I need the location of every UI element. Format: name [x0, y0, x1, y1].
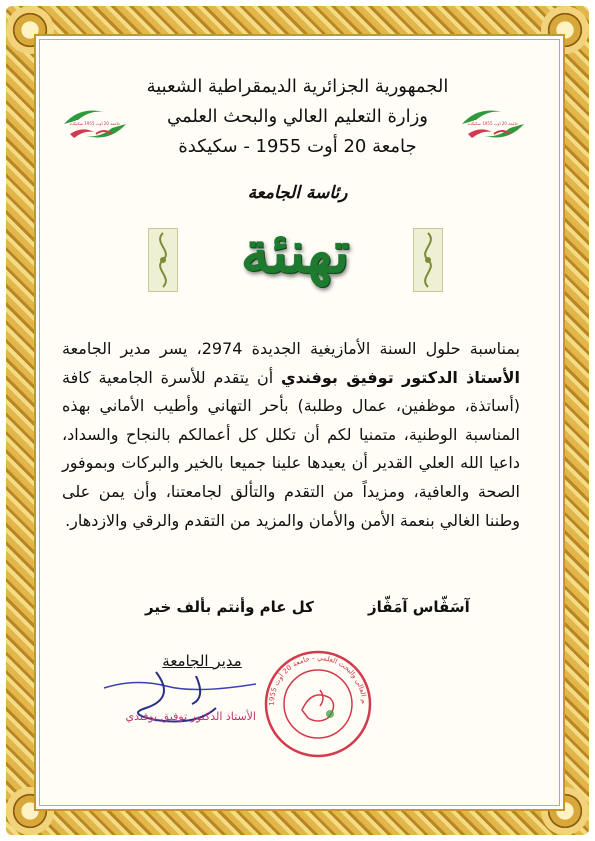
handwritten-signature	[96, 668, 266, 734]
greeting-title: تهنئة	[240, 218, 350, 286]
signature-name: الأستاذ الدكتور توفيق بوفندي	[125, 710, 256, 723]
message-part-2: أن يتقدم للأسرة الجامعية كافة (أساتذة، موظفين، عمال وطلبة) بأحر التهاني وأطيب الأماني بهذه المناسبة الوطنية، متمنيا لكم أن تكلل كل أعمالكم بالنجاح والسداد، داعيا الله العلي القدير أن يعيدها علينا جميعا بالخير والبركات وبموفور الصحة والعافية، ومزيداً من التقدم والتألق لجامعتنا، وأن يمن على وطننا الغالي بنعمة الأمن والأمان والمزيد من التقدم والرقي والازدهار.	[62, 367, 520, 530]
svg-text:وزارة التعليم العالي والبحث ال	[262, 648, 368, 706]
header-university: جامعة 20 أوت 1955 - سكيكدة	[178, 136, 417, 157]
header-country: الجمهورية الجزائرية الديمقراطية الشعبية	[146, 76, 449, 97]
official-stamp	[262, 648, 374, 760]
logo-caption: جامعة 20 أوت 1955 سكيكدة	[467, 121, 519, 126]
amazigh-greeting: آسَڨّاس آمَڨّاز	[368, 598, 470, 616]
signatory-title: مدير الجامعة	[162, 652, 242, 670]
header-ministry: وزارة التعليم العالي والبحث العلمي	[167, 106, 428, 127]
message-part-1: بمناسبة حلول السنة الأمازيغية الجديدة 2974، يسر مدير الجامعة	[62, 339, 521, 358]
greeting-message	[62, 335, 520, 535]
vine-ornament-left	[148, 228, 178, 292]
vine-ornament-right	[413, 228, 443, 292]
university-logo-right	[458, 104, 528, 144]
stamp-text: م العالي والبحث العلمي - جامعة 20 أوت 1955	[267, 653, 369, 706]
new-year-wish: كل عام وأنتم بألف خير	[145, 598, 314, 616]
university-logo-left	[60, 104, 130, 144]
presidency-heading: رئاسة الجامعة	[247, 183, 348, 203]
logo-caption: جامعة 20 أوت 1955 سكيكدة	[69, 121, 121, 126]
president-name: الأستاذ الدكتور توفيق بوفندي	[280, 367, 521, 387]
